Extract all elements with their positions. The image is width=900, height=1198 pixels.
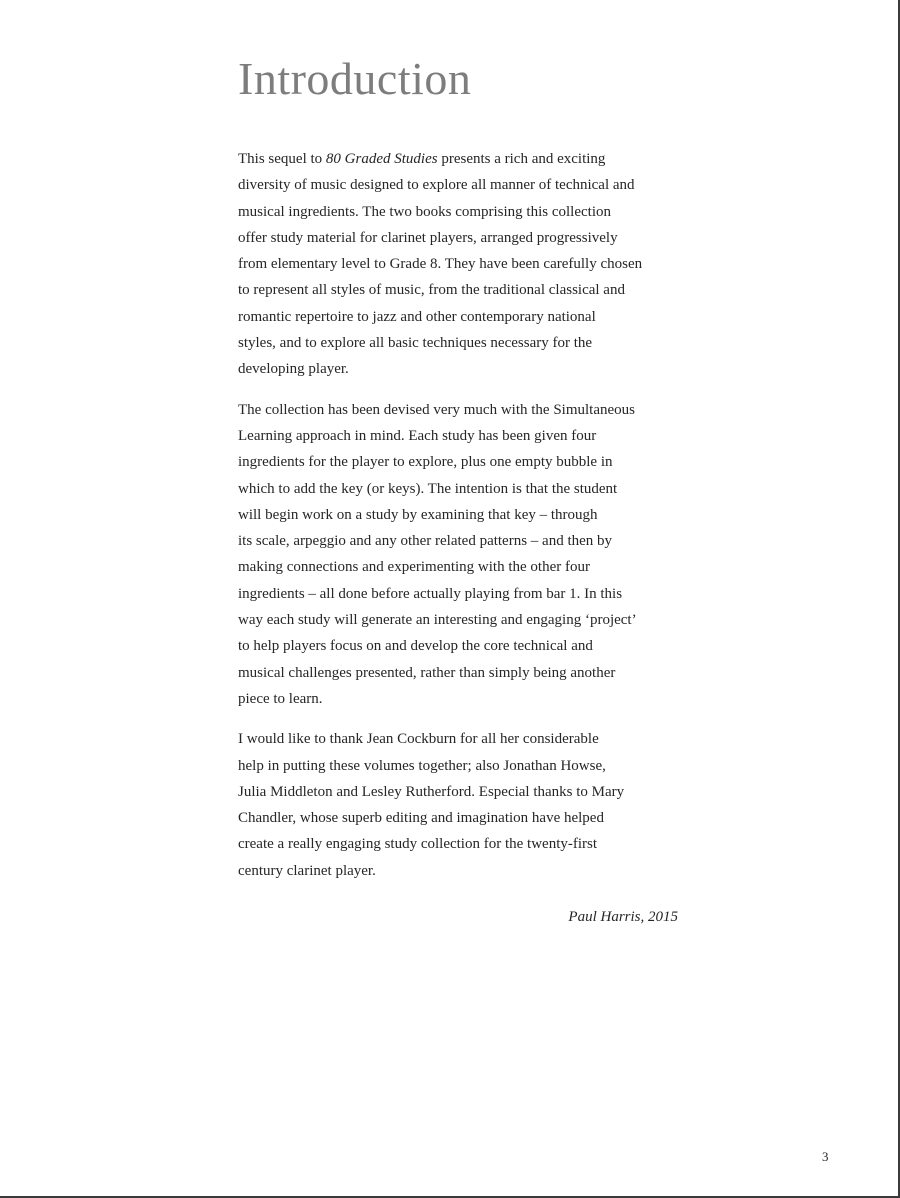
paragraph-2 bbox=[238, 397, 688, 713]
text-line: musical challenges presented, rather than simply being another bbox=[238, 664, 616, 681]
paragraph-1 bbox=[238, 146, 688, 383]
introduction-body bbox=[238, 146, 688, 898]
text-line: Julia Middleton and Lesley Rutherford. Especial thanks to Mary bbox=[238, 783, 625, 800]
paragraph-3 bbox=[238, 726, 688, 884]
page-number: 3 bbox=[822, 1149, 829, 1164]
text-line: I would like to thank Jean Cockburn for all her considerable bbox=[238, 731, 599, 748]
text-line: The collection has been devised very much with the Simultaneous bbox=[238, 401, 635, 418]
text-line: create a really engaging study collection for the twenty-first bbox=[238, 836, 598, 853]
text-line: its scale, arpeggio and any other related patterns – and then by bbox=[238, 533, 613, 550]
text-line: which to add the key (or keys). The intention is that the student bbox=[238, 480, 618, 497]
text-line: offer study material for clarinet players, arranged progressively bbox=[238, 229, 618, 246]
page-title: Introduction bbox=[238, 53, 472, 104]
text-line: romantic repertoire to jazz and other contemporary national bbox=[238, 308, 596, 325]
author-signature: Paul Harris, 2015 bbox=[568, 909, 678, 925]
text-line: to represent all styles of music, from the traditional classical and bbox=[238, 282, 625, 299]
text-line: century clarinet player. bbox=[238, 862, 376, 879]
text-line: piece to learn. bbox=[238, 690, 323, 707]
text-line: developing player. bbox=[238, 361, 349, 378]
text-line: ingredients for the player to explore, plus one empty bubble in bbox=[238, 454, 613, 471]
text-line: This sequel to 80 Graded Studies presents a rich and exciting bbox=[238, 151, 606, 167]
text-line: making connections and experimenting with the other four bbox=[238, 559, 590, 576]
text-line: to help players focus on and develop the core technical and bbox=[238, 638, 593, 655]
text-line: way each study will generate an interesting and engaging ‘project’ bbox=[238, 612, 637, 629]
text-line: Chandler, whose superb editing and imagination have helped bbox=[238, 810, 604, 827]
text-line: from elementary level to Grade 8. They have been carefully chosen bbox=[238, 256, 643, 273]
text-line: Learning approach in mind. Each study has been given four bbox=[238, 427, 597, 444]
text-line: ingredients – all done before actually playing from bar 1. In this bbox=[238, 585, 623, 602]
book-title-emphasis: 80 Graded Studies bbox=[325, 151, 438, 167]
text-line: musical ingredients. The two books comprising this collection bbox=[238, 203, 612, 220]
text-line: will begin work on a study by examining that key – through bbox=[238, 506, 598, 523]
text-line: styles, and to explore all basic techniques necessary for the bbox=[238, 335, 593, 352]
text-line: diversity of music designed to explore all manner of technical and bbox=[238, 177, 635, 194]
text-line: help in putting these volumes together; also Jonathan Howse, bbox=[238, 757, 606, 774]
